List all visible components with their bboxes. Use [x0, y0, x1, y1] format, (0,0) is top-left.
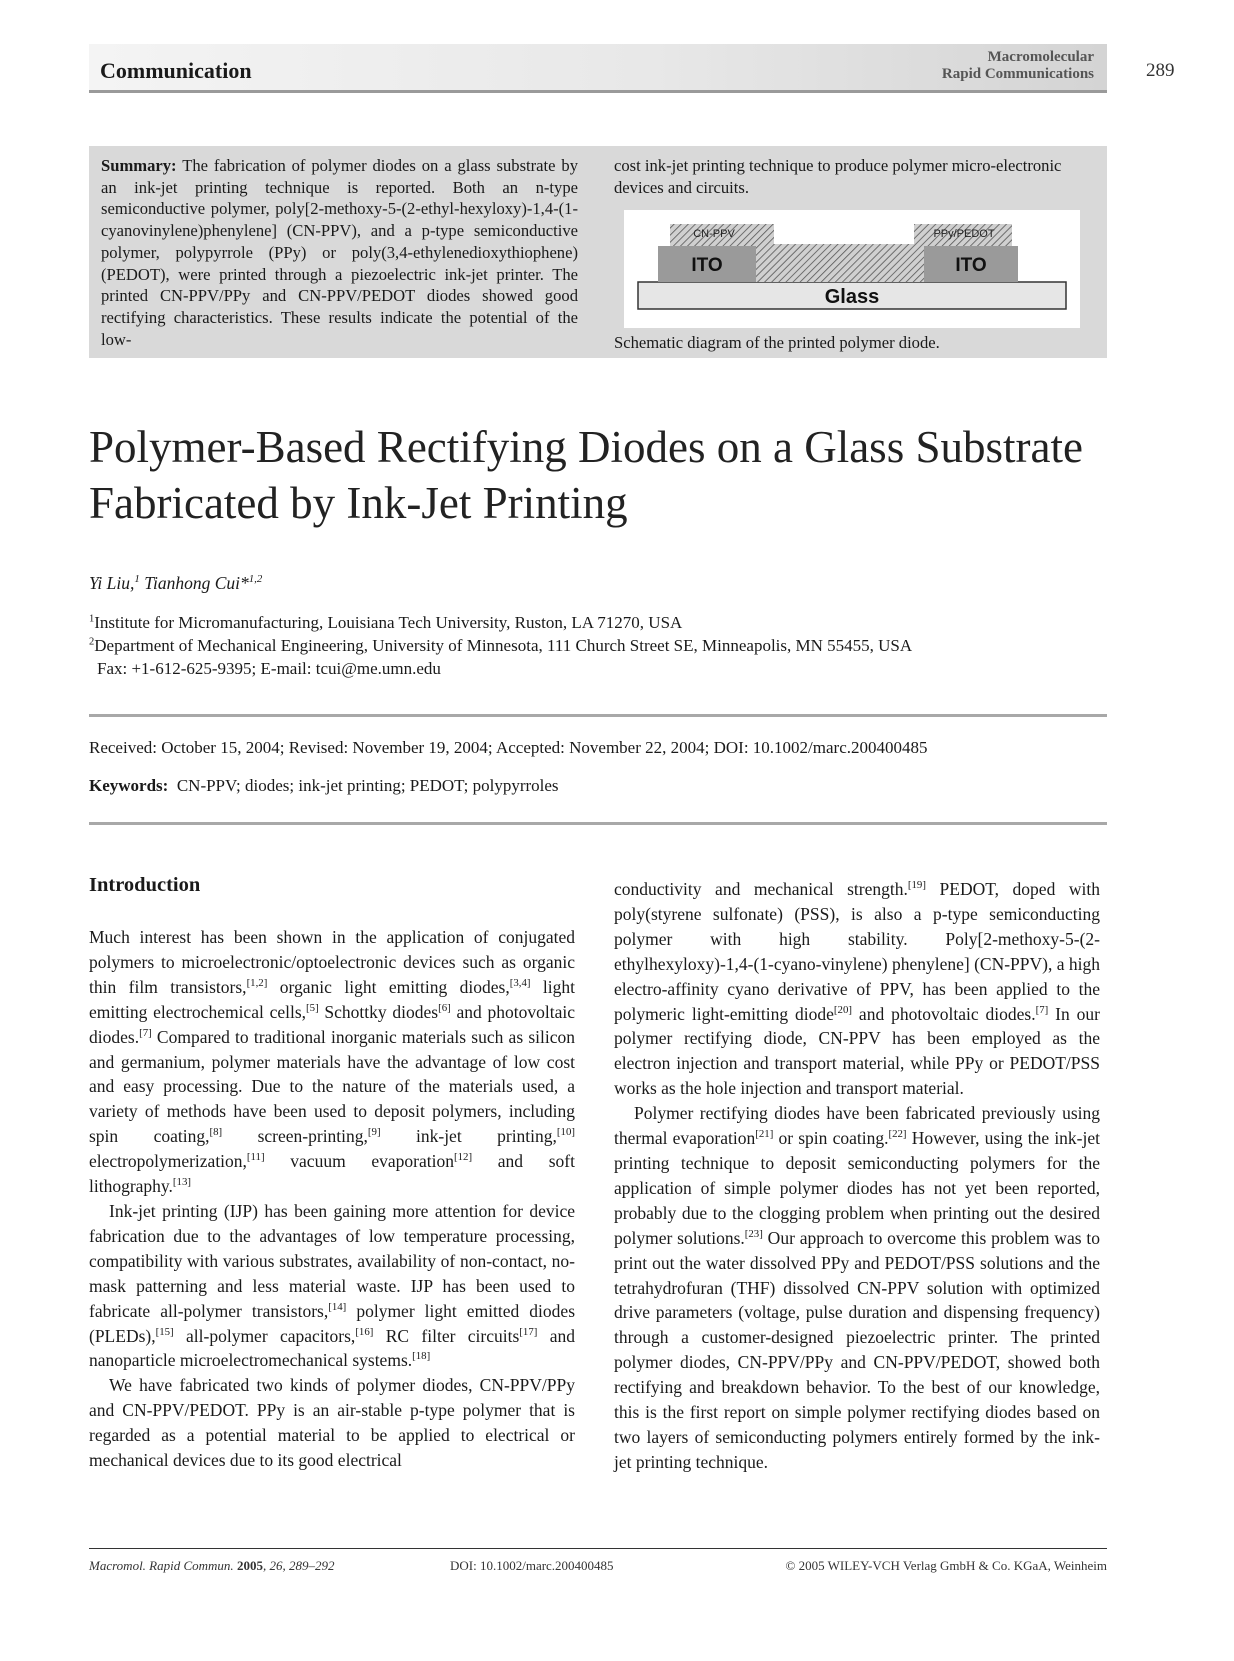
- footer-volume: , 26, 289–292: [262, 1558, 335, 1573]
- paragraph: Ink-jet printing (IJP) has been gaining more attention for device fabrication due to the advantages of low temperature processing, compatibility with various substrates, availability of non-contact, no-mask patterning and less material waste. IJP has been used to fabricate all-polymer transistors,[14] polymer light emitted diodes (PLEDs),[15] all-polymer capacitors,[16] RC filter circuits[17] and nanoparticle microelectromechanical systems.[18]: [89, 1200, 575, 1371]
- journal-name: [880, 49, 1094, 83]
- citation-mark: [16]: [355, 1325, 374, 1338]
- footer-copyright: © 2005 WILEY-VCH Verlag GmbH & Co. KGaA, Weinheim: [785, 1558, 1107, 1573]
- article-title: Polymer-Based Rectifying Diodes on a Glass Substrate Fabricated by Ink-Jet Printing: [89, 422, 1083, 528]
- author-affiliation-mark: 1: [134, 573, 140, 586]
- ppy-pedot-label: PPy/PEDOT: [933, 228, 995, 240]
- summary-label: Summary:: [101, 156, 177, 175]
- footer-rule: [89, 1548, 1107, 1549]
- affiliation-mark: 2: [89, 636, 95, 648]
- footer-doi: DOI: 10.1002/marc.200400485: [450, 1558, 614, 1573]
- ito-right-label: ITO: [955, 255, 987, 276]
- affiliation-mark: 1: [89, 613, 95, 625]
- citation-mark: [14]: [328, 1300, 347, 1313]
- citation-mark: [20]: [833, 1003, 852, 1016]
- cnppv-label: CN-PPV: [693, 228, 735, 240]
- glass-label: Glass: [824, 286, 880, 308]
- citation-mark: [6]: [438, 1001, 451, 1014]
- citation-mark: [12]: [454, 1151, 473, 1164]
- keywords: [89, 776, 559, 796]
- journal-name-line1: Macromolecular: [987, 49, 1094, 65]
- section-heading: Introduction: [89, 874, 201, 896]
- citation-mark: [13]: [172, 1176, 191, 1189]
- schematic-diagram: [624, 210, 1080, 328]
- author-list: [89, 573, 262, 594]
- citation-mark: [7]: [139, 1026, 152, 1039]
- citation-mark: [1,2]: [246, 976, 268, 989]
- affiliation-text: Institute for Micromanufacturing, Louisiana Tech University, Ruston, LA 71270, USA: [94, 613, 683, 632]
- citation-mark: [15]: [155, 1325, 174, 1338]
- citation-mark: [8]: [209, 1126, 223, 1139]
- body-column-left: [89, 925, 575, 1473]
- keywords-label: Keywords:: [89, 776, 169, 795]
- summary-text-col1: The fabrication of polymer diodes on a glass substrate by an ink-jet printing technique is reported. Both an n-type semiconductive polymer, poly[2-methoxy-5-(2-ethyl-hexyloxy)-1,4-(1-cyanovinylene)phenylene] (CN-PPV), and a p-type semiconductive polymer, polypyrrole (PPy) or poly(3,4-ethylenedioxythiophene) (PEDOT), were printed through a piezoelectric ink-jet printer. The printed CN-PPV/PPy and CN-PPV/PEDOT diodes showed good rectifying characteristics. These results indicate the potential of the low-: [101, 156, 578, 349]
- page-number: 289: [1146, 60, 1175, 81]
- section-label: Communication: [100, 58, 252, 83]
- schematic-caption: Schematic diagram of the printed polymer diode.: [614, 333, 940, 352]
- citation-mark: [10]: [556, 1126, 575, 1139]
- citation-mark: [23]: [744, 1227, 763, 1240]
- citation-mark: [22]: [888, 1128, 907, 1141]
- journal-name-line2: Rapid Communications: [941, 66, 1094, 82]
- author-affiliation-mark: 1,2: [248, 573, 263, 586]
- paragraph: conductivity and mechanical strength.[19] PEDOT, doped with poly(styrene sulfonate) (PSS), is also a p-type semiconducting polymer with high stability. Poly[2-methoxy-5-(2-ethylhexyloxy)-1,4-(1-cyano-vinylene) phenylene] (CN-PPV), a high electro-affinity cyano derivative of PPV, has been applied to the polymeric light-emitting diode[20] and photovoltaic diodes.[7] In our polymer rectifying diode, CN-PPV has been employed as the electron injection and transport material, while PPy or PEDOT/PSS works as the hole injection and transport material.: [614, 879, 1100, 1099]
- citation-mark: [21]: [755, 1128, 774, 1141]
- citation-mark: [3,4]: [509, 976, 531, 989]
- citation-mark: [11]: [246, 1151, 265, 1164]
- divider: [89, 714, 1107, 717]
- citation-mark: [7]: [1035, 1003, 1049, 1016]
- summary-text-continued: cost ink-jet printing technique to produce polymer micro-electronic devices and circuits.: [614, 156, 1062, 197]
- footer-citation: [89, 1558, 334, 1574]
- received-dates: Received: October 15, 2004; Revised: November 19, 2004; Accepted: November 22, 2004; DOI: 10.1002/marc.200400485: [89, 738, 928, 757]
- citation-mark: [9]: [367, 1126, 381, 1139]
- citation-mark: [19]: [907, 879, 926, 892]
- schematic-svg: [624, 210, 1080, 328]
- affiliation-text: Department of Mechanical Engineering, University of Minnesota, 111 Church Street SE, Minneapolis, MN 55455, USA: [94, 636, 913, 655]
- citation-mark: [17]: [519, 1325, 538, 1338]
- ito-left-label: ITO: [691, 255, 723, 276]
- body-column-right: [614, 877, 1100, 1475]
- paragraph: Much interest has been shown in the application of conjugated polymers to microelectronic/optoelectronic devices such as organic thin film transistors,[1,2] organic light emitting diodes,[3,4] light emitting electrochemical cells,[5] Schottky diodes[6] and photovoltaic diodes.[7] Compared to traditional inorganic materials such as silicon and germanium, polymer materials have the advantage of low cost and easy processing. Due to the nature of the materials used, a variety of methods have been used to deposit polymers, including spin coating,[8] screen-printing,[9] ink-jet printing,[10] electropolymerization,[11] vacuum evaporation[12] and soft lithography.[13]: [89, 927, 575, 1197]
- paragraph: Polymer rectifying diodes have been fabricated previously using thermal evaporation[21] or spin coating.[22] However, using the ink-jet printing technique to deposit semiconducting polymers for the application of simple polymer diodes has not yet been reported, probably due to the clogging problem when printing out the desired polymer solutions.[23] Our approach to overcome this problem was to print out the water dissolved PPy and PEDOT/PSS solutions and the tetrahydrofuran (THF) dissolved CN-PPV solution with optimized drive parameters (voltage, pulse duration and dispensing frequency) through a customer-designed piezoelectric printer. The printed polymer diodes, CN-PPV/PPy and CN-PPV/PEDOT, showed both rectifying and breakdown behavior. To the best of our knowledge, this is the first report on simple polymer rectifying diodes based on two layers of semiconducting polymers entirely formed by the ink-jet printing technique.: [614, 1103, 1100, 1472]
- affiliation: [89, 613, 682, 633]
- keywords-text: CN-PPV; diodes; ink-jet printing; PEDOT; polypyrroles: [176, 776, 559, 795]
- footer-journal: Macromol. Rapid Commun.: [89, 1558, 234, 1573]
- paragraph: We have fabricated two kinds of polymer diodes, CN-PPV/PPy and CN-PPV/PEDOT. PPy is an air-stable p-type polymer that is regarded as a potential material to be applied to electrical or mechanical devices due to its good electrical: [89, 1375, 575, 1471]
- contact-info: Fax: +1-612-625-9395; E-mail: tcui@me.umn.edu: [97, 659, 441, 678]
- divider: [89, 822, 1107, 825]
- footer-year: 2005: [236, 1558, 263, 1573]
- affiliation: [89, 636, 912, 656]
- author-name: Yi Liu,: [89, 573, 135, 593]
- citation-mark: [18]: [412, 1350, 431, 1363]
- citation-mark: [5]: [306, 1001, 319, 1014]
- summary-text: [101, 155, 578, 350]
- author-name: Tianhong Cui*: [144, 573, 249, 593]
